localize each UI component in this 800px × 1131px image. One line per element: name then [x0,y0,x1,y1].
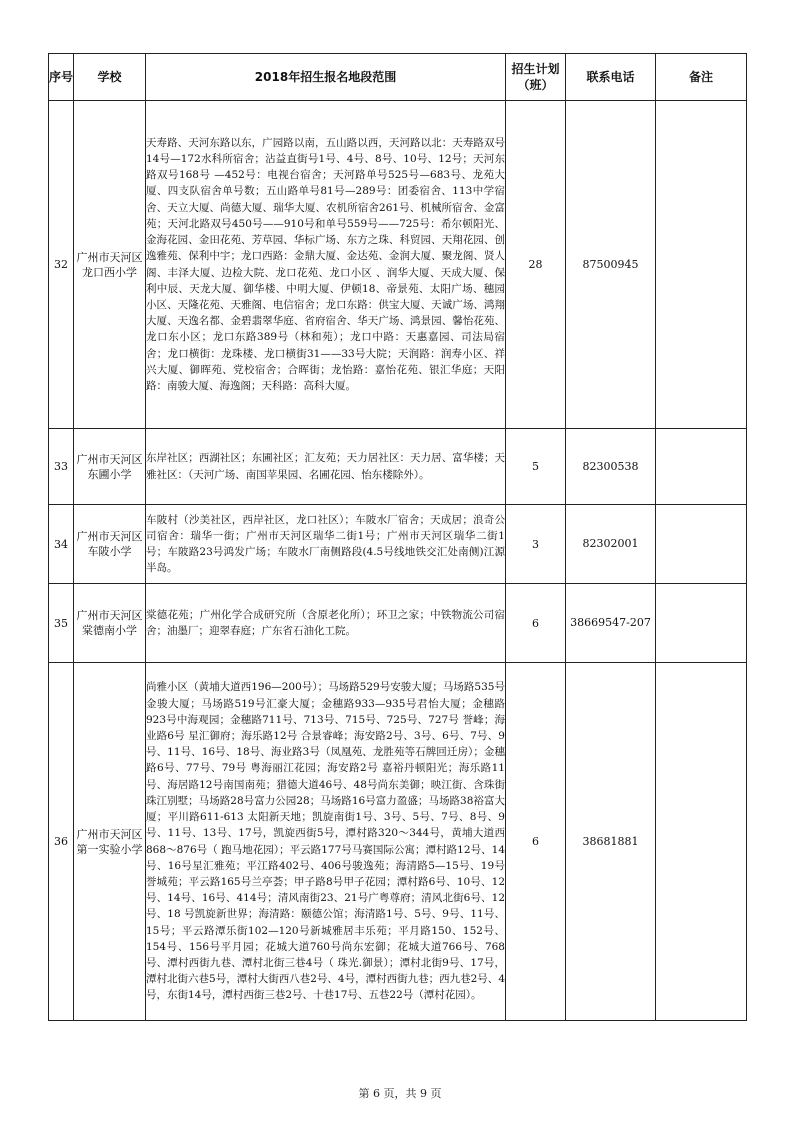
row-range: 车陂村（沙美社区，西岸社区，龙口社区）；车陂水厂宿舍；天成居；浪奇公司宿舍：瑞华一街；广州市天河区瑞华二街1号；广州市天河区瑞华二街1号；车陂路23号鸿发广场；车陂水厂南侧路段(4.5号线地铁交汇处南侧)江源半岛。 [146,505,506,584]
row-no: 36 [49,663,74,1021]
row-phone: 38681881 [566,663,656,1021]
row-plan: 28 [506,101,566,429]
row-phone: 87500945 [566,101,656,429]
row-no: 34 [49,505,74,584]
row-no: 35 [49,584,74,663]
table-header-row [49,54,747,101]
header-school: 学校 [74,54,146,101]
row-school: 广州市天河区车陂小学 [74,505,146,584]
table-row [49,429,747,505]
header-plan: 招生计划（班） [506,54,566,101]
row-no: 33 [49,429,74,505]
header-note: 备注 [656,54,747,101]
row-no: 32 [49,101,74,429]
row-range: 东岸社区；西湖社区；东圃社区；汇友苑；天力居社区：天力居、富华楼；天雅社区：（天河广场、南国苹果园、名圃花园、怡东楼除外）。 [146,429,506,505]
row-phone: 82302001 [566,505,656,584]
table-row [49,505,747,584]
row-plan: 3 [506,505,566,584]
row-school: 广州市天河区第一实验小学 [74,663,146,1021]
row-note [656,663,747,1021]
row-range: 尚雅小区（黄埔大道西196—200号）；马场路529号安骏大厦；马场路535号金骏大厦；马场路519号汇豪大厦；金穗路933—935号君怡大厦；金穗路923号中海观园；金穗路711号、713号、715号、725号、727号 誉峰；海业路6号 星汇御府；海乐路12号 合景睿峰；海安路2号、3号、6号、7号、9号、11号、16号、18号、海业路3号（凤凰苑、龙胜苑等石牌回迁房）；金穗路6号、77号、79号 粤海丽江花园；海安路2号 嘉裕丹顿阳光；海乐路11号、海居路12号南国南苑；猎德大道46号、48号尚东美御；映江街、含珠街珠江别墅；马场路28号富力公园28；马场路16号富力盈盛；马场路38裕富大厦；平川路611-613 太阳新天地；凯旋南街1号、3号、5号、7号、8号、9号、11号、13号、17号，凯旋西街5号，潭村路320～344号，黄埔大道西868～876号（ 跑马地花园）；平云路177号马赛国际公寓；潭村路12号、14号、16号星汇雅苑；平江路402号、406号骏逸苑；海清路5—15号、19号誉城苑；平云路165号兰亭荟；甲子路8号甲子花园；潭村路6号、10号、12号、14号、16号、414号；清风南街23、21号广粤尊府；清风北街6号、12号、18 号凯旋新世界；海清路：颐德公馆；海清路1号、5号、9号、11号、15号；平云路潭乐街102—120号新城雅居丰乐苑；平月路150、152号、154号、156号平月园；花城大道760号尚东宏御；花城大道766号、768号、潭村西街九巷、潭村北街三巷4号（ 珠光.御景）；潭村北街9号、17号，潭村北街六巷5号，潭村大街西八巷2号、4号，潭村西街九巷；西九巷2号、4号，东街14号，潭村西街三巷2号、十巷17号、五巷22号（潭村花园）。 [146,663,506,1021]
table-row [49,584,747,663]
row-phone: 82300538 [566,429,656,505]
row-note [656,101,747,429]
row-note [656,584,747,663]
table-row [49,663,747,1021]
row-plan: 6 [506,663,566,1021]
row-school: 广州市天河区东圃小学 [74,429,146,505]
row-plan: 6 [506,584,566,663]
row-note [656,505,747,584]
row-range: 棠德花苑；广州化学合成研究所（含原老化所）；环卫之家；中铁物流公司宿舍；油墨厂；迎翠春庭；广东省石油化工院。 [146,584,506,663]
row-range: 天寿路、天河东路以东，广园路以南，五山路以西，天河路以北：天寿路双号14号—172水科所宿舍；沾益直街号1号、4号、8号、10号、12号；天河东路双号168号 —452号：电视台宿舍；天河路单号525号—683号、龙苑大厦、四支队宿舍单号数；五山路单号81号—289号：团委宿舍、113中学宿舍、天立大厦、尚德大厦、瑞华大厦、农机所宿舍261号、机械所宿舍、金富苑；天河北路双号450号——910号和单号559号——725号：希尔顿阳光、金海花园、金田花苑、芳草园、华标广场、东方之珠、科贸园、天翔花园、创逸雅苑、保利中宇；龙口西路：金鼎大厦、金达苑、金润大厦、聚龙阁、贤人阁、丰泽大厦、边检大院、龙口花苑、龙口小区 、润华大厦、天成大厦、保利中辰、天龙大厦、御华楼、中明大厦、伊顿18、帝景苑、太阳广场、穗园小区、天隆花苑、天雅阁、电信宿舍；龙口东路：供宝大厦、天诚广场、鸿翔大厦、天逸名都、金碧翡翠华庭、省府宿舍、华天广场、鸿景园、馨怡花苑、龙口东小区；龙口东路389号（林和苑）；龙口中路：天惠嘉园、司法局宿舍；龙口横街：龙珠楼、龙口横街31——33号大院；天润路：润寿小区、祥兴大厦、御晖苑、党校宿舍；合晖街；龙怡路：嘉怡花苑、银汇华庭；天阳路：南骏大厦、海逸阁；天科路：高科大厦。 [146,101,506,429]
header-no: 序号 [49,54,74,101]
row-school: 广州市天河区龙口西小学 [74,101,146,429]
page-footer: 第 6 页，共 9 页 [358,1087,442,1100]
header-range: 2018年招生报名地段范围 [146,54,506,101]
enrollment-table [48,53,747,1021]
row-note [656,429,747,505]
header-phone: 联系电话 [566,54,656,101]
row-phone: 38669547-207 [566,584,656,663]
row-school: 广州市天河区棠德南小学 [74,584,146,663]
table-row [49,101,747,429]
row-plan: 5 [506,429,566,505]
